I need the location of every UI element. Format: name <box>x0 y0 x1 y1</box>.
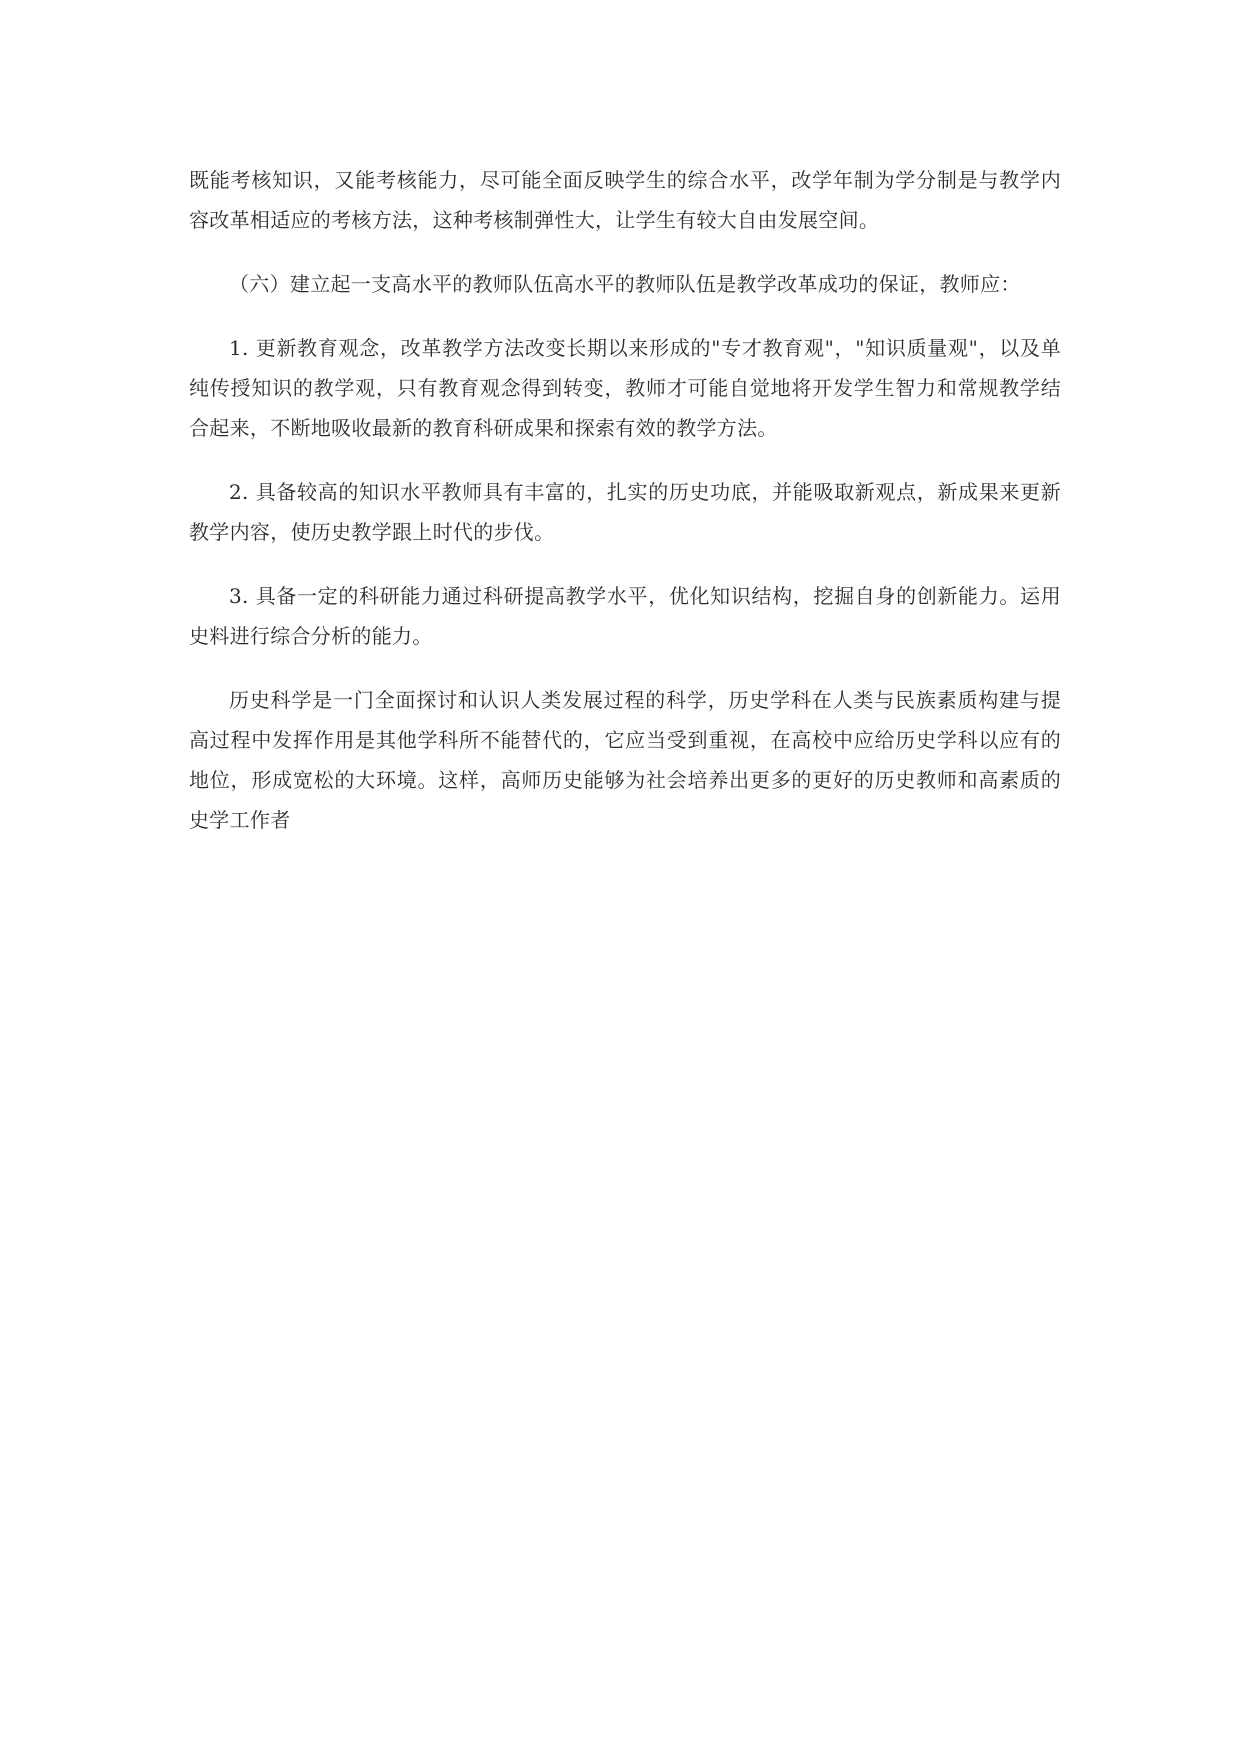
paragraph-item-2: 2. 具备较高的知识水平教师具有丰富的，扎实的历史功底，并能吸取新观点，新成果来更新教学内容，使历史教学跟上时代的步伐。 <box>189 480 1061 544</box>
paragraph-conclusion: 历史科学是一门全面探讨和认识人类发展过程的科学，历史学科在人类与民族素质构建与提高过程中发挥作用是其他学科所不能替代的，它应当受到重视，在高校中应给历史学科以应有的地位，形成宽松的大环境。这样，高师历史能够为社会培养出更多的更好的历史教师和高素质的史学工作者 <box>189 688 1061 832</box>
paragraph-item-1: 1. 更新教育观念，改革教学方法改变长期以来形成的"专才教育观"，"知识质量观"，以及单纯传授知识的教学观，只有教育观念得到转变，教师才可能自觉地将开发学生智力和常规教学结合起来，不断地吸收最新的教育科研成果和探索有效的教学方法。 <box>189 336 1061 440</box>
paragraph-item-3: 3. 具备一定的科研能力通过科研提高教学水平，优化知识结构，挖掘自身的创新能力。运用史料进行综合分析的能力。 <box>189 584 1061 648</box>
document-body <box>189 160 1061 864</box>
paragraph-assessment: 既能考核知识，又能考核能力，尽可能全面反映学生的综合水平，改学年制为学分制是与教学内容改革相适应的考核方法，这种考核制弹性大，让学生有较大自由发展空间。 <box>189 168 1061 232</box>
paragraph-section-six-heading: （六）建立起一支高水平的教师队伍高水平的教师队伍是教学改革成功的保证，教师应： <box>229 272 1021 296</box>
